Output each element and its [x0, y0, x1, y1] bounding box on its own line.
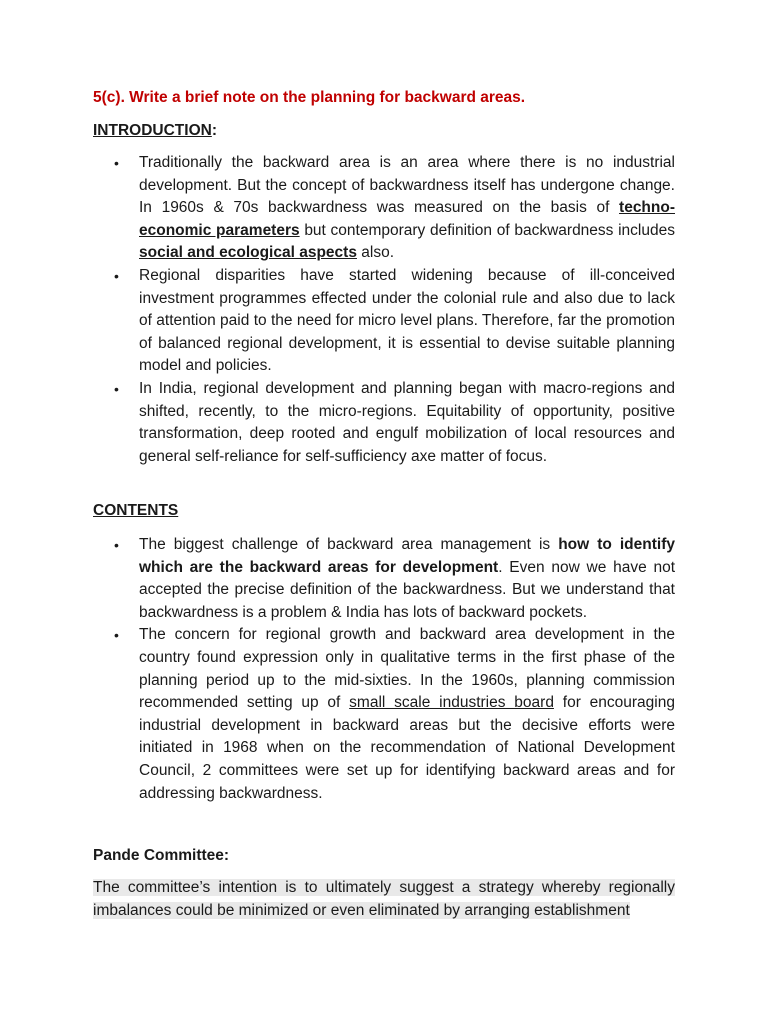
social-ecological-emphasis: social and ecological aspects	[139, 244, 357, 262]
intro-bullet-1-text-3: also.	[356, 244, 395, 262]
pande-committee-heading: Pande Committee:	[93, 847, 230, 864]
contents-bullet-2-text-2: for encouraging industrial development in backward areas but the decisive efforts were initiated in 1968 when on the recommendation of National Development Council, 2 committees were set up for identifying backward areas and for addressing backwardness.	[139, 694, 675, 802]
list-item	[108, 265, 675, 378]
intro-bullet-2-text: Regional disparities have started widening because of ill-conceived investment programmes effected under the colonial rule and also due to lack of attention paid to the need for micro level plans. Therefore, far the promotion of balanced regional development, it is essential to devise suitable planning model and policies.	[139, 266, 675, 375]
intro-bullet-1-text: Traditionally the backward area is an area where there is no industrial development. But the concept of backwardness itself has undergone change. In 1960s & 70s backwardness was measured on the basis of	[139, 154, 675, 217]
list-item	[108, 378, 675, 468]
contents-list	[108, 534, 675, 805]
ssi-board-emphasis: small scale industries board	[349, 694, 554, 712]
pande-committee-text	[93, 877, 675, 922]
highlighted-paragraph: The committee’s intention is to ultimately suggest a strategy whereby regionally imbalances could be minimized or even eliminated by arranging establishment	[93, 879, 675, 919]
introduction-heading	[93, 122, 217, 140]
list-item	[108, 152, 675, 265]
list-item	[108, 624, 675, 805]
identify-backward-areas-emphasis: how to identify which are the backward areas for development	[139, 536, 675, 576]
contents-bullet-1-text: The biggest challenge of backward area management is	[139, 536, 559, 553]
introduction-list	[108, 152, 675, 468]
intro-bullet-1-text-2: but contemporary definition of backwardness includes	[299, 221, 675, 239]
introduction-heading-colon: :	[211, 122, 217, 139]
intro-bullet-3-text: In India, regional development and planning began with macro-regions and shifted, recently, to the micro-regions. Equitability of opportunity, positive transformation, deep rooted and engulf mobilization of local resources and general self-reliance for self-sufficiency axe matter of focus.	[139, 379, 675, 465]
introduction-heading-text: INTRODUCTION	[93, 122, 212, 139]
contents-bullet-1-text-2: . Even now we have not accepted the precise definition of the backwardness. But we understand that backwardness is a problem & India has lots of backward pockets.	[139, 558, 675, 621]
contents-bullet-2-text: The concern for regional growth and backward area development in the country found expression only in qualitative terms in the first phase of the planning period up to the mid-sixties. In the 1960s, planning commission recommended setting up of	[139, 626, 675, 712]
list-item	[108, 534, 675, 624]
question-title: 5(c). Write a brief note on the planning for backward areas.	[93, 89, 526, 106]
contents-heading: CONTENTS	[93, 502, 179, 519]
techno-economic-emphasis: techno-economic parameters	[139, 199, 675, 239]
